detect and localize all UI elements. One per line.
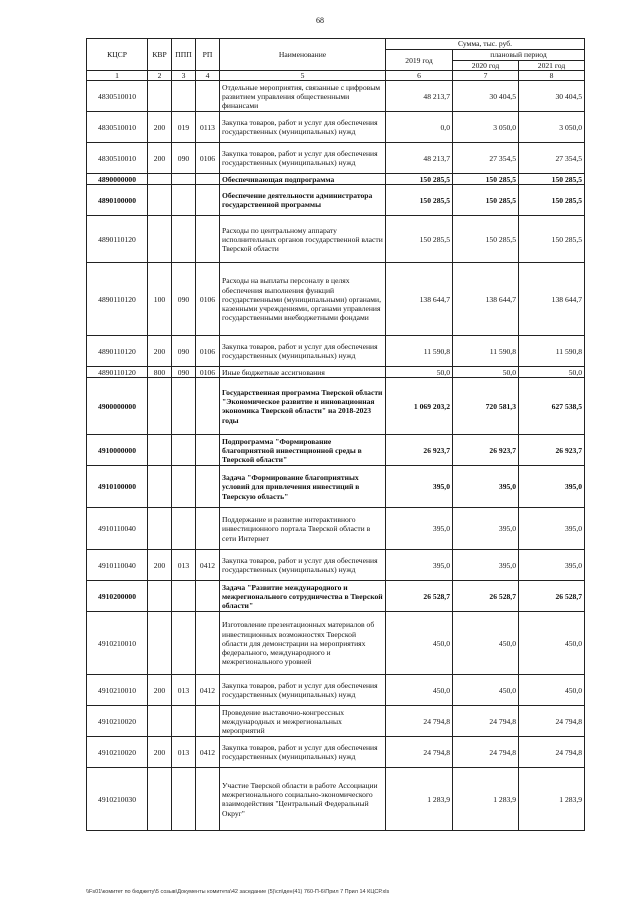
file-path-footer: \\Fs01\комитет по бюджету\5 созыв\Документы комитета\42 заседание (5)\сп\ден(41) 760-П-6\Прил 7 Прил 14 КЦСР.xls [86,889,390,895]
cell-kvr [148,581,172,612]
cell-name: Отдельные мероприятия, связанные с цифровым развитием управления общественными финансами [220,81,386,112]
budget-table [86,38,585,831]
cell-kvr: 200 [148,675,172,706]
table-row [87,174,585,185]
cell-2021: 3 050,0 [519,112,585,143]
cell-2019: 395,0 [386,466,453,508]
cell-2020: 24 794,8 [453,737,519,768]
cell-2021: 450,0 [519,675,585,706]
cell-rp [196,768,220,831]
cell-name: Изготовление презентационных материалов об инвестиционных возможностях Тверской области для демонстрации на мероприятиях федерального, международного и межрегионального уровней [220,612,386,675]
cell-2021: 30 404,5 [519,81,585,112]
cell-2021: 450,0 [519,612,585,675]
cell-name: Закупка товаров, работ и услуг для обеспечения государственных (муниципальных) нужд [220,675,386,706]
cell-ppp: 090 [172,263,196,336]
cell-name: Задача "Формирование благоприятных условий для привлечения инвестиций в Тверскую область" [220,466,386,508]
cell-rp [196,435,220,466]
page-number: 68 [316,16,324,25]
cell-rp [196,466,220,508]
cell-ppp [172,508,196,550]
table-row [87,706,585,737]
cell-2021: 395,0 [519,466,585,508]
table-row [87,508,585,550]
cell-rp: 0106 [196,336,220,367]
cell-ppp: 090 [172,336,196,367]
cell-2020: 150 285,5 [453,185,519,216]
cell-ppp [172,174,196,185]
cell-kvr: 200 [148,143,172,174]
cell-kcsr: 4830510010 [87,143,148,174]
cell-rp [196,81,220,112]
header-kcsr: КЦСР [87,39,148,71]
header-2021: 2021 год [519,61,585,71]
cell-2019: 26 923,7 [386,435,453,466]
cell-2020: 11 590,8 [453,336,519,367]
cell-name: Закупка товаров, работ и услуг для обеспечения государственных (муниципальных) нужд [220,737,386,768]
cell-2021: 150 285,5 [519,185,585,216]
table-row [87,768,585,831]
cell-kcsr: 4890110120 [87,263,148,336]
cell-2020: 138 644,7 [453,263,519,336]
header-sum: Сумма, тыс. руб. [386,39,585,50]
cell-2020: 50,0 [453,367,519,378]
column-number: 4 [196,71,220,81]
cell-rp: 0412 [196,675,220,706]
header-kvr: КВР [148,39,172,71]
cell-kcsr: 4890110120 [87,336,148,367]
cell-kcsr: 4890110120 [87,367,148,378]
cell-kvr: 200 [148,737,172,768]
table-row [87,466,585,508]
cell-2019: 50,0 [386,367,453,378]
cell-ppp [172,81,196,112]
header-planned-period: плановый период [453,50,585,61]
table-row [87,143,585,174]
cell-ppp: 090 [172,367,196,378]
table-row [87,378,585,435]
cell-kcsr: 4910210020 [87,706,148,737]
cell-2019: 1 283,9 [386,768,453,831]
table-row [87,336,585,367]
cell-name: Задача "Развитие международного и межрегионального сотрудничества в Тверской области" [220,581,386,612]
cell-rp: 0412 [196,737,220,768]
table-row [87,367,585,378]
cell-2020: 150 285,5 [453,174,519,185]
cell-kcsr: 4910200000 [87,581,148,612]
cell-kvr [148,508,172,550]
cell-2020: 3 050,0 [453,112,519,143]
cell-2020: 26 923,7 [453,435,519,466]
cell-2019: 48 213,7 [386,143,453,174]
cell-rp [196,174,220,185]
table-row [87,81,585,112]
header-ppp: ППП [172,39,196,71]
cell-kcsr: 4910210010 [87,675,148,706]
cell-rp: 0106 [196,143,220,174]
cell-ppp [172,378,196,435]
cell-kvr [148,612,172,675]
cell-name: Расходы на выплаты персоналу в целях обеспечения выполнения функций государственными (муниципальными) органами, казенными учреждениями, органами управления государственными внебюджетными фондами [220,263,386,336]
cell-ppp: 019 [172,112,196,143]
cell-2021: 627 538,5 [519,378,585,435]
cell-2021: 11 590,8 [519,336,585,367]
cell-2019: 450,0 [386,612,453,675]
cell-2021: 50,0 [519,367,585,378]
cell-kvr: 200 [148,112,172,143]
cell-2019: 150 285,5 [386,174,453,185]
cell-rp [196,706,220,737]
cell-name: Закупка товаров, работ и услуг для обеспечения государственных (муниципальных) нужд [220,112,386,143]
cell-2019: 24 794,8 [386,737,453,768]
cell-kvr [148,174,172,185]
cell-rp [196,581,220,612]
header-name: Наименование [220,39,386,71]
cell-2019: 11 590,8 [386,336,453,367]
cell-kcsr: 4830510010 [87,112,148,143]
cell-2020: 395,0 [453,466,519,508]
table-row [87,435,585,466]
cell-ppp [172,466,196,508]
cell-ppp [172,435,196,466]
cell-name: Подпрограмма "Формирование благоприятной инвестиционной среды в Тверской области" [220,435,386,466]
table-row [87,675,585,706]
cell-2020: 720 581,3 [453,378,519,435]
cell-2021: 24 794,8 [519,706,585,737]
table-row [87,216,585,263]
cell-rp: 0113 [196,112,220,143]
cell-kvr [148,706,172,737]
cell-2021: 138 644,7 [519,263,585,336]
cell-kvr: 200 [148,550,172,581]
cell-rp: 0412 [196,550,220,581]
cell-kvr [148,81,172,112]
header-2020: 2020 год [453,61,519,71]
cell-2021: 150 285,5 [519,216,585,263]
table-row [87,581,585,612]
cell-rp [196,216,220,263]
cell-2021: 24 794,8 [519,737,585,768]
cell-kcsr: 4910210030 [87,768,148,831]
cell-name: Закупка товаров, работ и услуг для обеспечения государственных (муниципальных) нужд [220,336,386,367]
cell-kvr [148,435,172,466]
column-number: 7 [453,71,519,81]
cell-name: Обеспечивающая подпрограмма [220,174,386,185]
cell-rp [196,612,220,675]
cell-2019: 450,0 [386,675,453,706]
cell-rp [196,508,220,550]
cell-ppp [172,768,196,831]
cell-2020: 395,0 [453,508,519,550]
cell-ppp [172,185,196,216]
cell-2019: 150 285,5 [386,216,453,263]
cell-rp [196,378,220,435]
cell-2019: 0,0 [386,112,453,143]
cell-kvr [148,378,172,435]
cell-kcsr: 4910110040 [87,550,148,581]
cell-2019: 150 285,5 [386,185,453,216]
cell-2020: 26 528,7 [453,581,519,612]
cell-2021: 150 285,5 [519,174,585,185]
cell-ppp [172,706,196,737]
header-2019: 2019 год [386,50,453,71]
cell-2021: 395,0 [519,550,585,581]
cell-kcsr: 4890100000 [87,185,148,216]
table-row [87,550,585,581]
cell-rp [196,185,220,216]
cell-2021: 1 283,9 [519,768,585,831]
cell-2021: 395,0 [519,508,585,550]
cell-name: Участие Тверской области в работе Ассоциации межрегионального социально-экономического взаимодействия "Центральный Федеральный Округ" [220,768,386,831]
cell-ppp: 090 [172,143,196,174]
cell-2021: 26 528,7 [519,581,585,612]
cell-2019: 395,0 [386,508,453,550]
header-rp: РП [196,39,220,71]
column-number: 3 [172,71,196,81]
cell-2020: 1 283,9 [453,768,519,831]
cell-kvr: 100 [148,263,172,336]
cell-2019: 138 644,7 [386,263,453,336]
column-number: 8 [519,71,585,81]
cell-ppp [172,581,196,612]
cell-ppp: 013 [172,550,196,581]
cell-name: Государственная программа Тверской области "Экономическое развитие и инновационная экономика Тверской области" на 2018-2023 годы [220,378,386,435]
cell-ppp: 013 [172,737,196,768]
cell-kcsr: 4900000000 [87,378,148,435]
table-row [87,263,585,336]
cell-name: Поддержание и развитие интерактивного инвестиционного портала Тверской области в сети Интернет [220,508,386,550]
cell-rp: 0106 [196,263,220,336]
cell-name: Закупка товаров, работ и услуг для обеспечения государственных (муниципальных) нужд [220,143,386,174]
table-row [87,737,585,768]
cell-2020: 27 354,5 [453,143,519,174]
cell-2020: 450,0 [453,612,519,675]
cell-kcsr: 4910110040 [87,508,148,550]
cell-name: Закупка товаров, работ и услуг для обеспечения государственных (муниципальных) нужд [220,550,386,581]
cell-2019: 24 794,8 [386,706,453,737]
cell-name: Обеспечение деятельности администратора государственной программы [220,185,386,216]
cell-kcsr: 4910210010 [87,612,148,675]
column-number: 5 [220,71,386,81]
cell-2020: 150 285,5 [453,216,519,263]
column-number: 6 [386,71,453,81]
cell-2019: 395,0 [386,550,453,581]
cell-kvr [148,185,172,216]
cell-kcsr: 4910210020 [87,737,148,768]
cell-kcsr: 4830510010 [87,81,148,112]
cell-2020: 24 794,8 [453,706,519,737]
cell-2019: 1 069 203,2 [386,378,453,435]
table-row [87,112,585,143]
cell-rp: 0106 [196,367,220,378]
cell-kcsr: 4890000000 [87,174,148,185]
cell-kcsr: 4910100000 [87,466,148,508]
cell-kvr: 800 [148,367,172,378]
cell-kvr [148,466,172,508]
cell-ppp: 013 [172,675,196,706]
table-row [87,185,585,216]
table-row [87,612,585,675]
cell-2019: 26 528,7 [386,581,453,612]
cell-ppp [172,612,196,675]
cell-2020: 450,0 [453,675,519,706]
cell-name: Расходы по центральному аппарату исполнительных органов государственной власти Тверской области [220,216,386,263]
column-number: 1 [87,71,148,81]
cell-2019: 48 213,7 [386,81,453,112]
cell-name: Проведение выставочно-конгрессных международных и межрегиональных мероприятий [220,706,386,737]
cell-2021: 27 354,5 [519,143,585,174]
cell-2020: 30 404,5 [453,81,519,112]
cell-kcsr: 4910000000 [87,435,148,466]
cell-ppp [172,216,196,263]
cell-name: Иные бюджетные ассигнования [220,367,386,378]
column-number: 2 [148,71,172,81]
cell-2021: 26 923,7 [519,435,585,466]
cell-kvr [148,216,172,263]
cell-kvr [148,768,172,831]
cell-kvr: 200 [148,336,172,367]
cell-2020: 395,0 [453,550,519,581]
cell-kcsr: 4890110120 [87,216,148,263]
table-body [87,81,585,831]
